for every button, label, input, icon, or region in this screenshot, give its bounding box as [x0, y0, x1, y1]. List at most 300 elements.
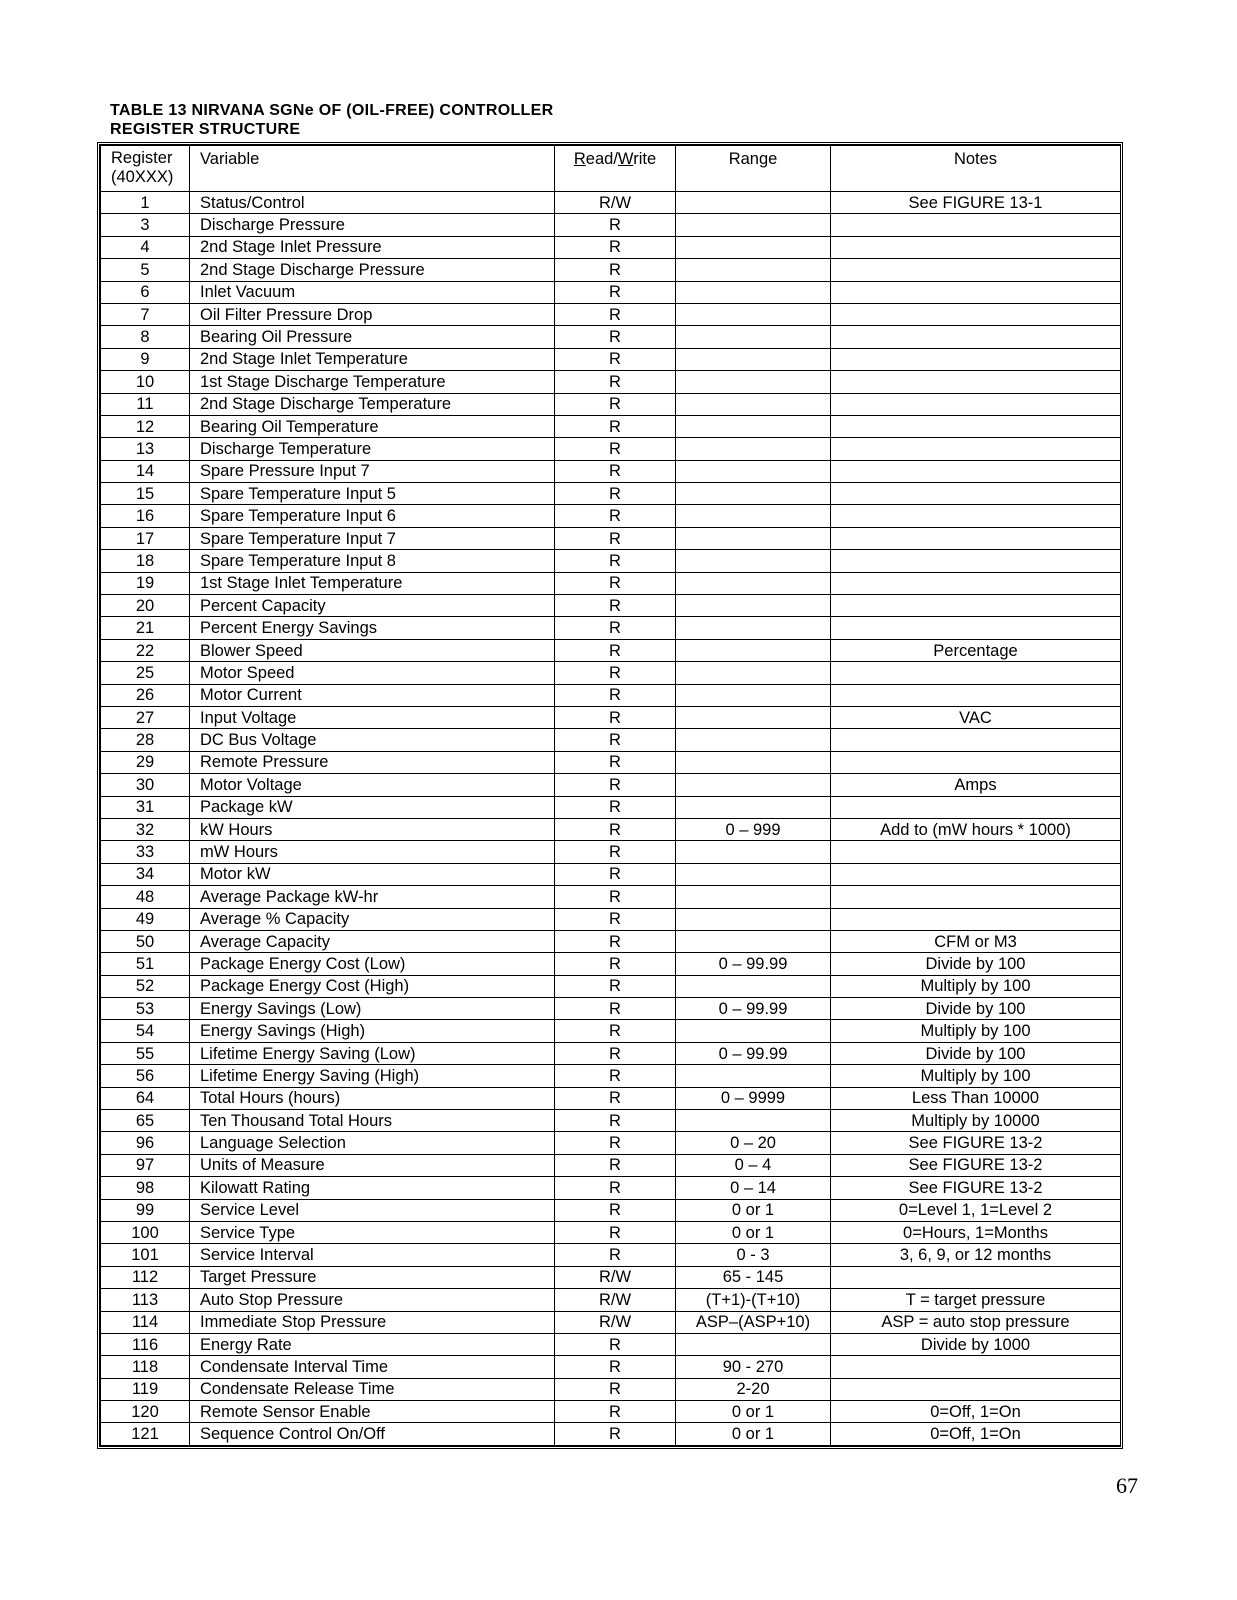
range-cell: [676, 751, 831, 773]
variable-cell: Oil Filter Pressure Drop: [190, 303, 555, 325]
register-cell: 99: [101, 1199, 190, 1221]
table-row: [101, 796, 1121, 818]
register-cell: 98: [101, 1177, 190, 1199]
table-row: [101, 975, 1121, 997]
table-row: [101, 1333, 1121, 1355]
read-write-cell: R: [555, 214, 676, 236]
table-row: [101, 281, 1121, 303]
range-cell: [676, 326, 831, 348]
table-title-line1: TABLE 13 NIRVANA SGNe OF (OIL-FREE) CONTROLLER: [110, 102, 554, 119]
header-register: Register (40XXX): [101, 146, 190, 192]
read-write-cell: R: [555, 572, 676, 594]
register-cell: 120: [101, 1401, 190, 1423]
notes-cell: [831, 348, 1121, 370]
variable-cell: Bearing Oil Pressure: [190, 326, 555, 348]
notes-cell: Divide by 100: [831, 953, 1121, 975]
read-write-cell: R: [555, 1221, 676, 1243]
table-row: [101, 1154, 1121, 1176]
register-cell: 8: [101, 326, 190, 348]
variable-cell: Condensate Release Time: [190, 1378, 555, 1400]
register-cell: 15: [101, 483, 190, 505]
read-write-cell: R: [555, 975, 676, 997]
variable-cell: kW Hours: [190, 818, 555, 840]
range-cell: [676, 550, 831, 572]
notes-cell: Multiply by 100: [831, 1065, 1121, 1087]
range-cell: [676, 774, 831, 796]
variable-cell: Package Energy Cost (Low): [190, 953, 555, 975]
table-row: [101, 1177, 1121, 1199]
table-row: [101, 236, 1121, 258]
range-cell: 2-20: [676, 1378, 831, 1400]
table-row: [101, 1087, 1121, 1109]
notes-cell: Add to (mW hours * 1000): [831, 818, 1121, 840]
notes-cell: [831, 684, 1121, 706]
header-read-write: Read/Write: [555, 146, 676, 192]
register-cell: 11: [101, 393, 190, 415]
register-cell: 12: [101, 415, 190, 437]
read-write-cell: R: [555, 1244, 676, 1266]
read-write-cell: R: [555, 460, 676, 482]
table-row: [101, 886, 1121, 908]
table-row: [101, 818, 1121, 840]
notes-cell: 0=Off, 1=On: [831, 1401, 1121, 1423]
notes-cell: [831, 326, 1121, 348]
register-cell: 28: [101, 729, 190, 751]
range-cell: 0 - 3: [676, 1244, 831, 1266]
table-row: [101, 1423, 1121, 1445]
read-write-cell: R: [555, 303, 676, 325]
variable-cell: Discharge Pressure: [190, 214, 555, 236]
variable-cell: Average Capacity: [190, 930, 555, 952]
range-cell: 0 – 999: [676, 818, 831, 840]
range-cell: [676, 1333, 831, 1355]
notes-cell: Divide by 100: [831, 1042, 1121, 1064]
register-cell: 64: [101, 1087, 190, 1109]
range-cell: [676, 505, 831, 527]
register-cell: 34: [101, 863, 190, 885]
variable-cell: Immediate Stop Pressure: [190, 1311, 555, 1333]
read-write-cell: R: [555, 505, 676, 527]
variable-cell: Service Interval: [190, 1244, 555, 1266]
range-cell: 0 – 99.99: [676, 953, 831, 975]
table-row: [101, 393, 1121, 415]
register-cell: 116: [101, 1333, 190, 1355]
read-write-cell: R: [555, 483, 676, 505]
table-row: [101, 1289, 1121, 1311]
variable-cell: 2nd Stage Discharge Temperature: [190, 393, 555, 415]
register-cell: 48: [101, 886, 190, 908]
table-row: [101, 438, 1121, 460]
read-write-cell: R: [555, 1401, 676, 1423]
range-cell: [676, 483, 831, 505]
notes-cell: [831, 572, 1121, 594]
read-write-cell: R: [555, 639, 676, 661]
range-cell: [676, 303, 831, 325]
read-write-cell: R: [555, 281, 676, 303]
register-cell: 51: [101, 953, 190, 975]
variable-cell: mW Hours: [190, 841, 555, 863]
range-cell: [676, 1065, 831, 1087]
variable-cell: Motor Speed: [190, 662, 555, 684]
register-cell: 3: [101, 214, 190, 236]
read-write-cell: R: [555, 1199, 676, 1221]
table-row: [101, 1221, 1121, 1243]
notes-cell: Multiply by 10000: [831, 1110, 1121, 1132]
variable-cell: Total Hours (hours): [190, 1087, 555, 1109]
table-row: [101, 841, 1121, 863]
read-write-cell: R: [555, 415, 676, 437]
read-write-cell: R: [555, 236, 676, 258]
range-cell: 0 – 20: [676, 1132, 831, 1154]
notes-cell: [831, 751, 1121, 773]
variable-cell: Energy Savings (Low): [190, 998, 555, 1020]
register-cell: 13: [101, 438, 190, 460]
notes-cell: [831, 729, 1121, 751]
notes-cell: [831, 595, 1121, 617]
variable-cell: Discharge Temperature: [190, 438, 555, 460]
range-cell: [676, 908, 831, 930]
register-cell: 56: [101, 1065, 190, 1087]
header-notes: Notes: [831, 146, 1121, 192]
table-row: [101, 348, 1121, 370]
variable-cell: Remote Sensor Enable: [190, 1401, 555, 1423]
register-cell: 31: [101, 796, 190, 818]
range-cell: 0 or 1: [676, 1401, 831, 1423]
read-write-cell: R: [555, 751, 676, 773]
register-cell: 7: [101, 303, 190, 325]
variable-cell: Condensate Interval Time: [190, 1356, 555, 1378]
range-cell: [676, 863, 831, 885]
read-write-cell: R: [555, 326, 676, 348]
notes-cell: [831, 1266, 1121, 1288]
read-write-cell: R: [555, 998, 676, 1020]
table-row: [101, 1401, 1121, 1423]
register-cell: 54: [101, 1020, 190, 1042]
read-write-cell: R: [555, 662, 676, 684]
table-title: [110, 101, 553, 139]
variable-cell: 1st Stage Inlet Temperature: [190, 572, 555, 594]
variable-cell: 2nd Stage Inlet Temperature: [190, 348, 555, 370]
header-variable: Variable: [190, 146, 555, 192]
variable-cell: Units of Measure: [190, 1154, 555, 1176]
variable-cell: Spare Temperature Input 7: [190, 527, 555, 549]
notes-cell: See FIGURE 13-2: [831, 1177, 1121, 1199]
table-title-line2: REGISTER STRUCTURE: [110, 121, 301, 138]
range-cell: [676, 192, 831, 214]
table-row: [101, 1378, 1121, 1400]
notes-cell: 0=Hours, 1=Months: [831, 1221, 1121, 1243]
notes-cell: See FIGURE 13-2: [831, 1154, 1121, 1176]
notes-cell: [831, 236, 1121, 258]
table-row: [101, 953, 1121, 975]
table-row: [101, 1266, 1121, 1288]
register-cell: 52: [101, 975, 190, 997]
notes-cell: VAC: [831, 706, 1121, 728]
range-cell: [676, 393, 831, 415]
notes-cell: Amps: [831, 774, 1121, 796]
notes-cell: Less Than 10000: [831, 1087, 1121, 1109]
read-write-cell: R: [555, 1087, 676, 1109]
range-cell: [676, 975, 831, 997]
range-cell: [676, 371, 831, 393]
register-cell: 9: [101, 348, 190, 370]
register-cell: 22: [101, 639, 190, 661]
variable-cell: Motor Voltage: [190, 774, 555, 796]
register-cell: 27: [101, 706, 190, 728]
range-cell: [676, 348, 831, 370]
table-row: [101, 303, 1121, 325]
table-row: [101, 639, 1121, 661]
range-cell: [676, 617, 831, 639]
variable-cell: Package Energy Cost (High): [190, 975, 555, 997]
variable-cell: Average % Capacity: [190, 908, 555, 930]
table-row: [101, 1020, 1121, 1042]
notes-cell: Divide by 100: [831, 998, 1121, 1020]
table-row: [101, 998, 1121, 1020]
variable-cell: Bearing Oil Temperature: [190, 415, 555, 437]
read-write-cell: R: [555, 953, 676, 975]
read-write-cell: R: [555, 1042, 676, 1064]
range-cell: [676, 841, 831, 863]
range-cell: 0 – 99.99: [676, 998, 831, 1020]
variable-cell: Percent Energy Savings: [190, 617, 555, 639]
notes-cell: 3, 6, 9, or 12 months: [831, 1244, 1121, 1266]
table-row: [101, 483, 1121, 505]
read-write-cell: R: [555, 1020, 676, 1042]
variable-cell: Spare Temperature Input 5: [190, 483, 555, 505]
table-row: [101, 1065, 1121, 1087]
read-write-cell: R: [555, 595, 676, 617]
range-cell: [676, 460, 831, 482]
read-write-cell: R: [555, 796, 676, 818]
range-cell: [676, 684, 831, 706]
range-cell: [676, 415, 831, 437]
variable-cell: Motor Current: [190, 684, 555, 706]
variable-cell: Spare Pressure Input 7: [190, 460, 555, 482]
table-row: [101, 214, 1121, 236]
register-cell: 101: [101, 1244, 190, 1266]
register-cell: 97: [101, 1154, 190, 1176]
table-row: [101, 572, 1121, 594]
range-cell: [676, 662, 831, 684]
notes-cell: T = target pressure: [831, 1289, 1121, 1311]
table-row: [101, 617, 1121, 639]
notes-cell: [831, 438, 1121, 460]
variable-cell: Lifetime Energy Saving (High): [190, 1065, 555, 1087]
register-cell: 112: [101, 1266, 190, 1288]
read-write-cell: R: [555, 818, 676, 840]
read-write-cell: R: [555, 930, 676, 952]
register-cell: 100: [101, 1221, 190, 1243]
range-cell: [676, 706, 831, 728]
notes-cell: ASP = auto stop pressure: [831, 1311, 1121, 1333]
range-cell: [676, 796, 831, 818]
read-write-cell: R/W: [555, 1311, 676, 1333]
range-cell: [676, 729, 831, 751]
register-cell: 6: [101, 281, 190, 303]
read-write-cell: R: [555, 684, 676, 706]
notes-cell: [831, 662, 1121, 684]
notes-cell: [831, 415, 1121, 437]
register-cell: 10: [101, 371, 190, 393]
register-cell: 21: [101, 617, 190, 639]
notes-cell: [831, 460, 1121, 482]
notes-cell: [831, 483, 1121, 505]
range-cell: 0 – 9999: [676, 1087, 831, 1109]
table-row: [101, 527, 1121, 549]
range-cell: [676, 236, 831, 258]
variable-cell: Target Pressure: [190, 1266, 555, 1288]
read-write-cell: R: [555, 1356, 676, 1378]
table-row: [101, 326, 1121, 348]
page-number: 67: [1116, 1473, 1138, 1498]
notes-cell: [831, 617, 1121, 639]
read-write-cell: R: [555, 550, 676, 572]
register-cell: 30: [101, 774, 190, 796]
variable-cell: Remote Pressure: [190, 751, 555, 773]
notes-cell: 0=Level 1, 1=Level 2: [831, 1199, 1121, 1221]
read-write-cell: R/W: [555, 192, 676, 214]
range-cell: [676, 281, 831, 303]
read-write-cell: R: [555, 1110, 676, 1132]
table-header-row: [101, 146, 1121, 192]
range-cell: [676, 214, 831, 236]
notes-cell: [831, 796, 1121, 818]
range-cell: 0 – 14: [676, 1177, 831, 1199]
notes-cell: [831, 1378, 1121, 1400]
variable-cell: Spare Temperature Input 8: [190, 550, 555, 572]
read-write-cell: R: [555, 908, 676, 930]
variable-cell: Service Level: [190, 1199, 555, 1221]
read-write-cell: R: [555, 393, 676, 415]
table-row: [101, 908, 1121, 930]
read-write-cell: R/W: [555, 1289, 676, 1311]
read-write-cell: R: [555, 1378, 676, 1400]
register-cell: 19: [101, 572, 190, 594]
register-cell: 33: [101, 841, 190, 863]
register-cell: 65: [101, 1110, 190, 1132]
register-cell: 96: [101, 1132, 190, 1154]
range-cell: [676, 886, 831, 908]
range-cell: [676, 1020, 831, 1042]
read-write-cell: R: [555, 729, 676, 751]
table-body: [101, 192, 1121, 1446]
table-row: [101, 505, 1121, 527]
notes-cell: [831, 1356, 1121, 1378]
table-row: [101, 595, 1121, 617]
table-row: [101, 1311, 1121, 1333]
read-write-cell: R: [555, 774, 676, 796]
table-row: [101, 1356, 1121, 1378]
table-row: [101, 460, 1121, 482]
variable-cell: Auto Stop Pressure: [190, 1289, 555, 1311]
read-write-cell: R: [555, 1423, 676, 1445]
register-cell: 17: [101, 527, 190, 549]
table-row: [101, 863, 1121, 885]
variable-cell: Input Voltage: [190, 706, 555, 728]
notes-cell: Divide by 1000: [831, 1333, 1121, 1355]
read-write-cell: R: [555, 1154, 676, 1176]
table-row: [101, 662, 1121, 684]
register-cell: 29: [101, 751, 190, 773]
variable-cell: Service Type: [190, 1221, 555, 1243]
register-cell: 4: [101, 236, 190, 258]
read-write-cell: R: [555, 706, 676, 728]
read-write-cell: R: [555, 617, 676, 639]
range-cell: 0 – 4: [676, 1154, 831, 1176]
variable-cell: Kilowatt Rating: [190, 1177, 555, 1199]
table-row: [101, 751, 1121, 773]
variable-cell: Average Package kW-hr: [190, 886, 555, 908]
register-cell: 49: [101, 908, 190, 930]
variable-cell: DC Bus Voltage: [190, 729, 555, 751]
register-cell: 121: [101, 1423, 190, 1445]
notes-cell: [831, 281, 1121, 303]
read-write-cell: R: [555, 259, 676, 281]
range-cell: [676, 527, 831, 549]
range-cell: 0 or 1: [676, 1221, 831, 1243]
range-cell: [676, 595, 831, 617]
read-write-cell: R: [555, 438, 676, 460]
register-cell: 32: [101, 818, 190, 840]
notes-cell: [831, 259, 1121, 281]
range-cell: 0 – 99.99: [676, 1042, 831, 1064]
read-write-cell: R: [555, 527, 676, 549]
register-cell: 113: [101, 1289, 190, 1311]
variable-cell: Motor kW: [190, 863, 555, 885]
register-cell: 26: [101, 684, 190, 706]
register-cell: 114: [101, 1311, 190, 1333]
register-cell: 5: [101, 259, 190, 281]
notes-cell: 0=Off, 1=On: [831, 1423, 1121, 1445]
range-cell: 90 - 270: [676, 1356, 831, 1378]
range-cell: [676, 1110, 831, 1132]
notes-cell: [831, 527, 1121, 549]
variable-cell: 2nd Stage Inlet Pressure: [190, 236, 555, 258]
register-cell: 50: [101, 930, 190, 952]
table-row: [101, 1244, 1121, 1266]
variable-cell: Status/Control: [190, 192, 555, 214]
notes-cell: [831, 550, 1121, 572]
table-row: [101, 1110, 1121, 1132]
table-row: [101, 259, 1121, 281]
variable-cell: Package kW: [190, 796, 555, 818]
notes-cell: Multiply by 100: [831, 975, 1121, 997]
table-row: [101, 1199, 1121, 1221]
range-cell: [676, 639, 831, 661]
table-row: [101, 930, 1121, 952]
variable-cell: Spare Temperature Input 6: [190, 505, 555, 527]
range-cell: [676, 572, 831, 594]
table-row: [101, 550, 1121, 572]
notes-cell: [831, 214, 1121, 236]
variable-cell: Sequence Control On/Off: [190, 1423, 555, 1445]
read-write-cell: R/W: [555, 1266, 676, 1288]
variable-cell: 1st Stage Discharge Temperature: [190, 371, 555, 393]
notes-cell: [831, 393, 1121, 415]
table-row: [101, 192, 1121, 214]
table-row: [101, 1132, 1121, 1154]
read-write-cell: R: [555, 1333, 676, 1355]
variable-cell: Lifetime Energy Saving (Low): [190, 1042, 555, 1064]
range-cell: ASP–(ASP+10): [676, 1311, 831, 1333]
notes-cell: [831, 841, 1121, 863]
read-write-cell: R: [555, 348, 676, 370]
notes-cell: CFM or M3: [831, 930, 1121, 952]
read-write-cell: R: [555, 886, 676, 908]
variable-cell: Energy Savings (High): [190, 1020, 555, 1042]
variable-cell: Ten Thousand Total Hours: [190, 1110, 555, 1132]
